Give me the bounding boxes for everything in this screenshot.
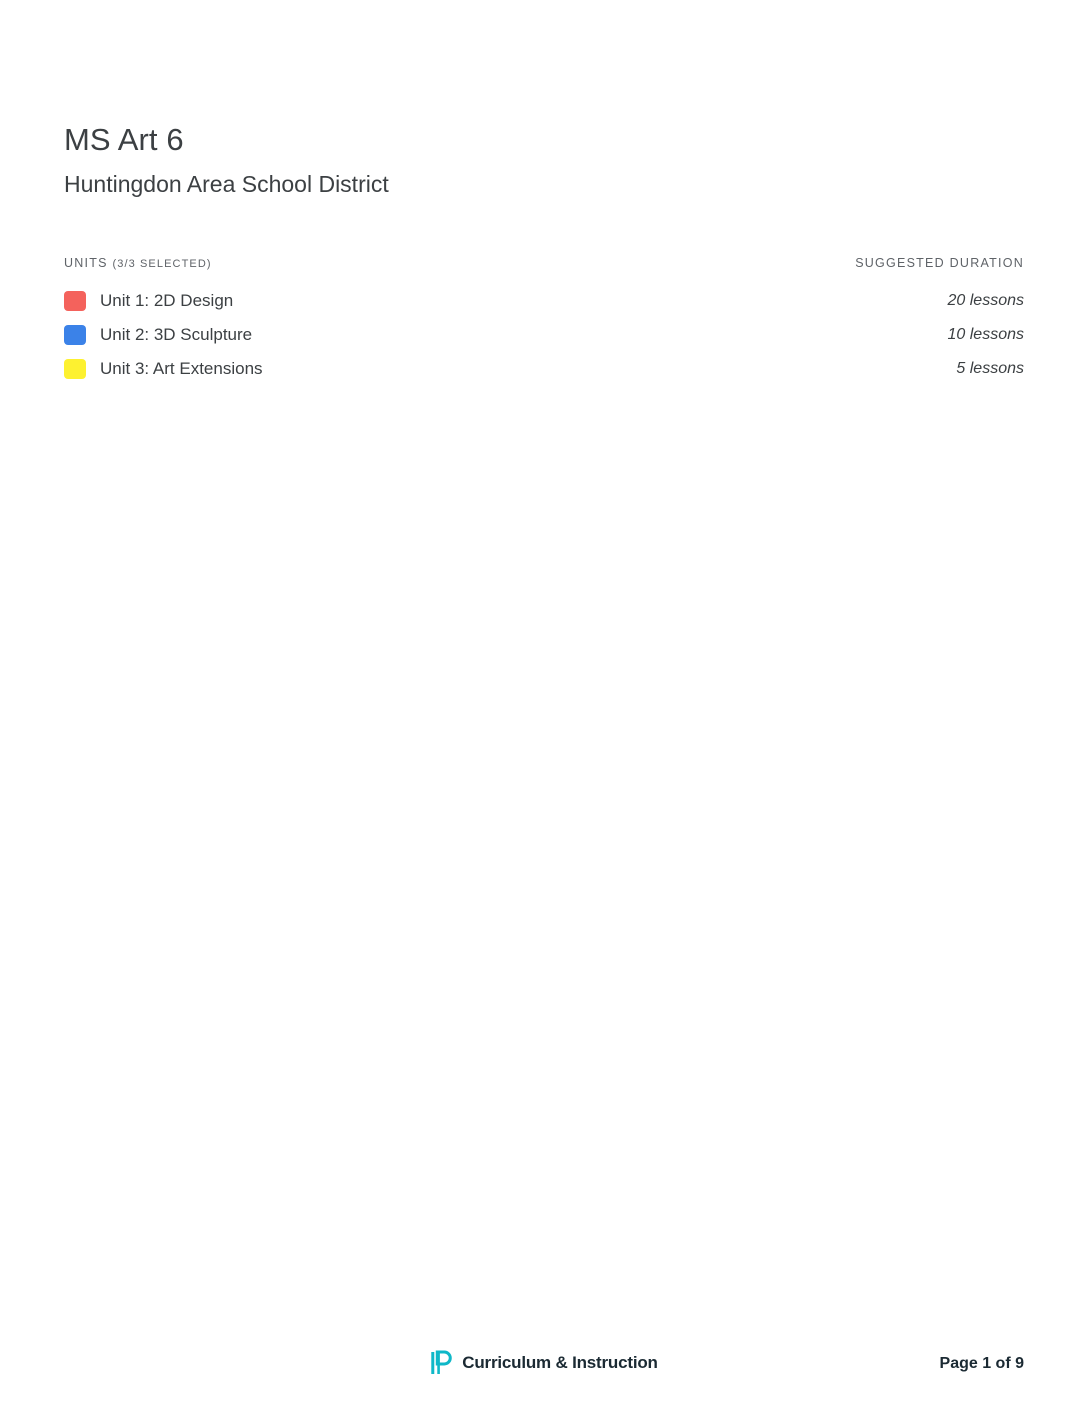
list-item[interactable] bbox=[64, 352, 1024, 386]
brand-logo bbox=[430, 1350, 657, 1376]
list-item[interactable] bbox=[64, 318, 1024, 352]
units-list bbox=[64, 284, 1024, 386]
unit-color-swatch-icon bbox=[64, 325, 86, 345]
document-content bbox=[64, 120, 1024, 386]
unit-duration: 10 lessons bbox=[947, 326, 1024, 343]
unit-label-group bbox=[64, 290, 233, 312]
page-subtitle: Huntingdon Area School District bbox=[64, 171, 389, 197]
unit-name: Unit 2: 3D Sculpture bbox=[100, 325, 253, 344]
unit-label-group bbox=[64, 358, 263, 380]
units-selected-count: (3/3 SELECTED) bbox=[112, 258, 212, 270]
units-section-header bbox=[64, 256, 1024, 270]
list-item[interactable] bbox=[64, 284, 1024, 318]
unit-duration: 5 lessons bbox=[956, 360, 1024, 377]
unit-label-group bbox=[64, 324, 252, 346]
curriculum-instruction-logo-icon bbox=[430, 1350, 454, 1376]
page-footer bbox=[64, 1350, 1024, 1380]
brand-text: Curriculum & Instruction bbox=[462, 1353, 658, 1372]
suggested-duration-header: SUGGESTED DURATION bbox=[855, 256, 1024, 270]
unit-color-swatch-icon bbox=[64, 359, 86, 379]
unit-color-swatch-icon bbox=[64, 291, 86, 311]
unit-duration: 20 lessons bbox=[947, 292, 1024, 309]
page-number: Page 1 of 9 bbox=[939, 1355, 1024, 1372]
units-label-text: UNITS bbox=[64, 256, 108, 270]
units-label bbox=[64, 256, 212, 270]
unit-name: Unit 3: Art Extensions bbox=[100, 359, 263, 378]
unit-name: Unit 1: 2D Design bbox=[100, 291, 234, 310]
page-title: MS Art 6 bbox=[64, 122, 184, 157]
